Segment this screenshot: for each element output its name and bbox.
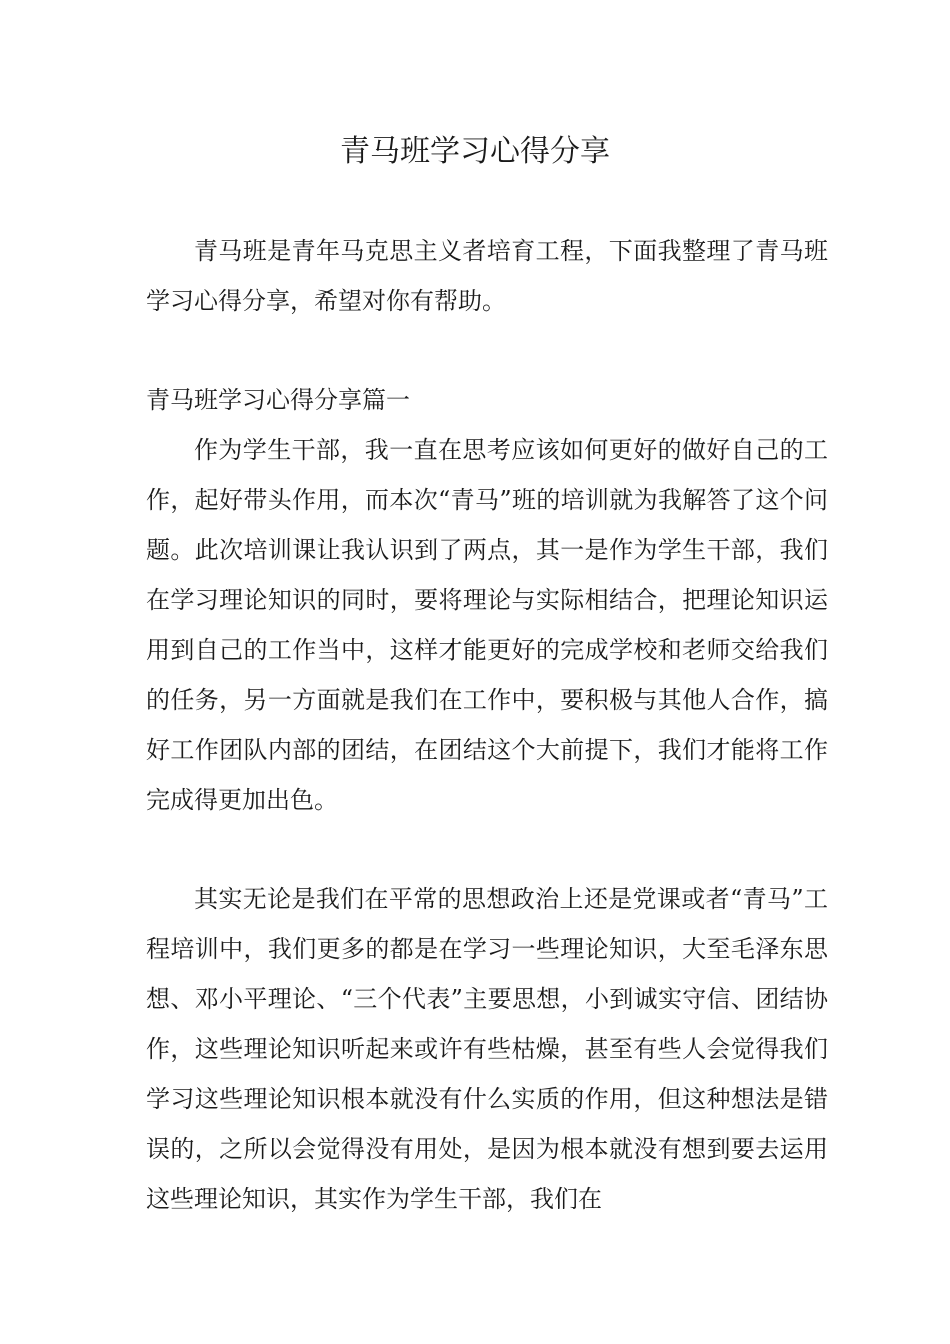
section-heading: 青马班学习心得分享篇一 (146, 386, 410, 414)
intro-paragraph: 青马班是青年马克思主义者培育工程，下面我整理了青马班学习心得分享，希望对你有帮助。 (146, 237, 828, 315)
body-paragraph-2: 其实无论是我们在平常的思想政治上还是党课或者“青马”工程培训中，我们更多的都是在学习一些理论知识，大至毛泽东思想、邓小平理论、“三个代表”主要思想，小到诚实守信、团结协作，这些理论知识听起来或许有些枯燥，甚至有些人会觉得我们学习这些理论知识根本就没有什么实质的作用，但这种想法是错误的，之所以会觉得没有用处，是因为根本就没有想到要去运用这些理论知识，其实作为学生干部，我们在 (146, 885, 828, 1213)
body-paragraph-1: 作为学生干部，我一直在思考应该如何更好的做好自己的工作，起好带头作用，而本次“青马”班的培训就为我解答了这个问题。此次培训课让我认识到了两点，其一是作为学生干部，我们在学习理论知识的同时，要将理论与实际相结合，把理论知识运用到自己的工作当中，这样才能更好的完成学校和老师交给我们的任务，另一方面就是我们在工作中，要积极与其他人合作，搞好工作团队内部的团结，在团结这个大前提下，我们才能将工作完成得更加出色。 (146, 436, 828, 814)
document-title: 青马班学习心得分享 (340, 134, 610, 169)
